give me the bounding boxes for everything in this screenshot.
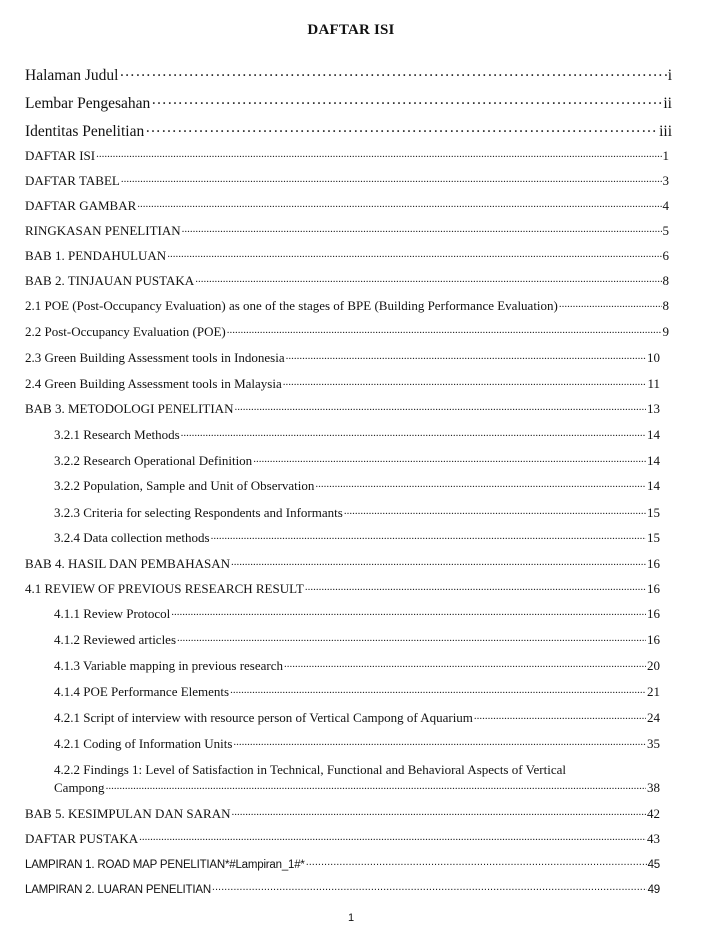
toc-entry-identitas-penelitian[interactable]	[25, 120, 672, 141]
toc-entry-page: 42	[647, 806, 660, 821]
toc-entry-label: Lembar Pengesahan	[25, 94, 151, 112]
dot-leader	[106, 779, 646, 792]
toc-entry-lembar-pengesahan[interactable]	[25, 92, 672, 113]
toc-entry-3-2-2-definition[interactable]	[54, 452, 660, 469]
toc-entry-page: 49	[647, 883, 660, 896]
toc-entry-page: 4	[662, 198, 669, 213]
dot-leader	[315, 477, 646, 490]
toc-entry-label: BAB 1. PENDAHULUAN	[25, 248, 167, 263]
dot-leader	[212, 881, 647, 893]
toc-entry-bab-4[interactable]	[25, 555, 660, 572]
toc-entry-2-1[interactable]	[25, 297, 669, 314]
toc-entry-4-1[interactable]	[25, 580, 660, 597]
toc-entry-2-3[interactable]	[25, 349, 660, 366]
toc-entry-label: 4.2.1 Script of interview with resource person of Vertical Campong of Aquarium	[54, 710, 473, 725]
toc-entry-label: 4.2.1 Coding of Information Units	[54, 736, 233, 751]
toc-entry-label: 3.2.2 Research Operational Definition	[54, 453, 253, 468]
toc-entry-4-2-2[interactable]	[54, 761, 660, 797]
toc-entry-page: ii	[663, 94, 672, 112]
toc-entry-bab-1[interactable]	[25, 247, 669, 264]
dot-leader	[177, 631, 646, 644]
toc-entry-page: 43	[647, 831, 660, 846]
toc-entry-label-continued: Campong	[54, 780, 105, 795]
toc-entry-label: Halaman Judul	[25, 66, 119, 84]
dot-leader	[121, 172, 662, 185]
toc-entry-page: 16	[647, 606, 660, 621]
toc-entry-continuation	[54, 779, 660, 797]
dot-leader	[234, 400, 646, 413]
dot-leader	[119, 64, 666, 80]
dot-leader	[227, 323, 662, 336]
toc-entry-label: 3.2.4 Data collection methods	[54, 530, 210, 545]
toc-entry-page: 3	[662, 173, 669, 188]
dot-leader	[559, 297, 662, 310]
dot-leader	[286, 349, 646, 362]
toc-entry-label: Identitas Penelitian	[25, 122, 145, 140]
dot-leader	[96, 147, 661, 160]
toc-entry-page: 11	[647, 376, 660, 391]
page-title: DAFTAR ISI	[307, 22, 395, 38]
dot-leader	[233, 735, 646, 748]
toc-entry-page: iii	[659, 122, 672, 140]
toc-entry-page: 6	[662, 248, 669, 263]
toc-entry-daftar-gambar[interactable]	[25, 197, 669, 214]
toc-entry-page: 9	[662, 324, 669, 339]
toc-entry-label: LAMPIRAN 1. ROAD MAP PENELITIAN*#Lampiran_1#*	[25, 858, 305, 871]
toc-entry-page: 1	[662, 148, 669, 163]
toc-entry-label: BAB 3. METODOLOGI PENELITIAN	[25, 401, 234, 416]
dot-leader	[232, 805, 647, 818]
toc-entry-page: 16	[647, 632, 660, 647]
toc-entry-bab-5[interactable]	[25, 805, 660, 822]
toc-entry-label: 3.2.2 Population, Sample and Unit of Observation	[54, 478, 315, 493]
toc-entry-label: DAFTAR GAMBAR	[25, 198, 137, 213]
toc-entry-page: 15	[647, 530, 660, 545]
dot-leader	[182, 222, 662, 235]
toc-entry-label: BAB 5. KESIMPULAN DAN SARAN	[25, 806, 231, 821]
toc-entry-label: 3.2.1 Research Methods	[54, 427, 180, 442]
toc-entry-label: 2.3 Green Building Assessment tools in Indonesia	[25, 350, 285, 365]
toc-entry-page: 5	[662, 223, 669, 238]
toc-entry-label: LAMPIRAN 2. LUARAN PENELITIAN	[25, 883, 211, 896]
dot-leader	[305, 580, 646, 593]
toc-entry-page: 13	[647, 401, 660, 416]
toc-entry-label: 2.2 Post-Occupancy Evaluation (POE)	[25, 324, 226, 339]
dot-leader	[145, 120, 658, 136]
dot-leader	[181, 426, 646, 439]
toc-entry-daftar-tabel[interactable]	[25, 172, 669, 189]
toc-entry-4-1-2[interactable]	[54, 631, 660, 648]
toc-entry-label: 4.1.4 POE Performance Elements	[54, 684, 230, 699]
toc-entry-4-1-4[interactable]	[54, 683, 660, 700]
toc-entry-label: 4.2.2 Findings 1: Level of Satisfaction in Technical, Functional and Behavioral Aspects of Vertical	[54, 762, 567, 777]
toc-entry-3-2-1[interactable]	[54, 426, 660, 443]
toc-entry-page: 20	[647, 658, 660, 673]
toc-entry-3-2-3[interactable]	[54, 504, 660, 521]
toc-entry-ringkasan-penelitian[interactable]	[25, 222, 669, 239]
dot-leader	[230, 683, 646, 696]
toc-entry-page: 16	[647, 581, 660, 596]
dot-leader	[306, 856, 647, 868]
toc-entry-2-2[interactable]	[25, 323, 669, 340]
toc-entry-page: 8	[662, 298, 669, 313]
toc-entry-page: 24	[647, 710, 660, 725]
toc-entry-label: DAFTAR TABEL	[25, 173, 120, 188]
toc-entry-daftar-isi[interactable]	[25, 147, 669, 164]
toc-entry-2-4[interactable]	[25, 375, 660, 392]
toc-entry-page: 10	[647, 350, 660, 365]
dot-leader	[284, 657, 646, 670]
toc-entry-label: DAFTAR PUSTAKA	[25, 831, 139, 846]
dot-leader	[231, 555, 646, 568]
toc-entry-label: 4.1.3 Variable mapping in previous research	[54, 658, 283, 673]
toc-entry-page: 45	[647, 858, 660, 871]
dot-leader	[283, 375, 647, 388]
toc-entry-label: DAFTAR ISI	[25, 148, 96, 163]
toc-entry-page: 15	[647, 505, 660, 520]
toc-entry-lampiran-1[interactable]	[25, 856, 660, 873]
toc-entry-label: BAB 2. TINJAUAN PUSTAKA	[25, 273, 195, 288]
dot-leader	[139, 830, 646, 843]
dot-leader	[171, 605, 646, 618]
page-number: 1	[347, 912, 355, 924]
dot-leader	[151, 92, 662, 108]
dot-leader	[195, 272, 661, 285]
toc-entry-page: 38	[647, 780, 660, 795]
toc-entry-label: 2.4 Green Building Assessment tools in Malaysia	[25, 376, 282, 391]
toc-entry-label: 3.2.3 Criteria for selecting Respondents and Informants	[54, 505, 343, 520]
toc-entry-page: 14	[647, 427, 660, 442]
dot-leader	[167, 247, 661, 260]
toc-entry-4-1-1[interactable]	[54, 605, 660, 622]
toc-entry-bab-2[interactable]	[25, 272, 669, 289]
toc-entry-page: 14	[647, 478, 660, 493]
toc-entry-page: i	[667, 66, 672, 84]
toc-entry-lampiran-2[interactable]	[25, 881, 660, 898]
toc-entry-label: RINGKASAN PENELITIAN	[25, 223, 181, 238]
dot-leader	[344, 504, 646, 517]
toc-entry-label: 4.1.1 Review Protocol	[54, 606, 171, 621]
toc-entry-3-2-2-population[interactable]	[54, 477, 660, 494]
dot-leader	[253, 452, 646, 465]
dot-leader	[211, 529, 646, 542]
dot-leader	[474, 709, 646, 722]
toc-entry-label: BAB 4. HASIL DAN PEMBAHASAN	[25, 556, 231, 571]
toc-entry-page: 8	[662, 273, 669, 288]
toc-entry-4-1-3[interactable]	[54, 657, 660, 674]
toc-entry-label: 2.1 POE (Post-Occupancy Evaluation) as one of the stages of BPE (Building Performance Evaluation)	[25, 298, 558, 313]
toc-entry-bab-3[interactable]	[25, 400, 660, 417]
toc-entry-page: 16	[647, 556, 660, 571]
toc-entry-label: 4.1.2 Reviewed articles	[54, 632, 177, 647]
toc-entry-4-2-1-coding[interactable]	[54, 735, 660, 752]
toc-entry-page: 21	[647, 684, 660, 699]
toc-entry-daftar-pustaka[interactable]	[25, 830, 660, 847]
toc-entry-page: 35	[647, 736, 660, 751]
toc-entry-3-2-4[interactable]	[54, 529, 660, 546]
dot-leader	[137, 197, 661, 210]
toc-entry-page: 14	[647, 453, 660, 468]
toc-entry-4-2-1-script[interactable]	[54, 709, 660, 726]
toc-entry-label: 4.1 REVIEW OF PREVIOUS RESEARCH RESULT	[25, 581, 304, 596]
toc-entry-halaman-judul[interactable]	[25, 64, 672, 85]
